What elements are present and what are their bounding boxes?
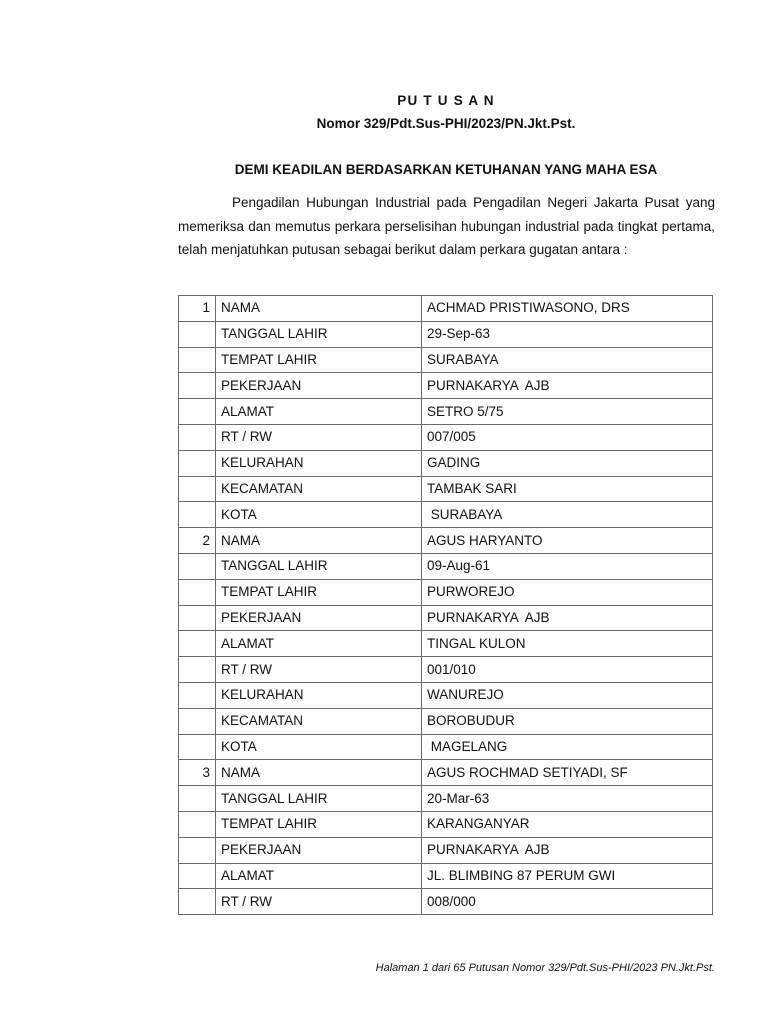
field-value-cell: 09-Aug-61 xyxy=(422,553,713,579)
table-row xyxy=(179,502,713,528)
field-value-cell: ACHMAD PRISTIWASONO, DRS xyxy=(422,296,713,322)
row-number-cell xyxy=(179,321,216,347)
table-row xyxy=(179,786,713,812)
table-row xyxy=(179,373,713,399)
row-number-cell xyxy=(179,553,216,579)
field-label-cell: TEMPAT LAHIR xyxy=(216,579,422,605)
field-label-cell: TEMPAT LAHIR xyxy=(216,347,422,373)
field-label-cell: PEKERJAAN xyxy=(216,373,422,399)
intro-paragraph xyxy=(178,191,715,262)
field-label-cell: TANGGAL LAHIR xyxy=(216,321,422,347)
field-label-cell: KECAMATAN xyxy=(216,476,422,502)
row-number-cell xyxy=(179,708,216,734)
field-value-cell: 29-Sep-63 xyxy=(422,321,713,347)
field-value-cell: AGUS HARYANTO xyxy=(422,528,713,554)
case-number: Nomor 329/Pdt.Sus-PHI/2023/PN.Jkt.Pst. xyxy=(316,116,576,131)
table-row xyxy=(179,399,713,425)
field-value-cell: KARANGANYAR xyxy=(422,811,713,837)
field-value-cell: PURNAKARYA AJB xyxy=(422,837,713,863)
row-number-cell xyxy=(179,502,216,528)
field-value-cell: TINGAL KULON xyxy=(422,631,713,657)
field-label-cell: PEKERJAAN xyxy=(216,605,422,631)
field-label-cell: KOTA xyxy=(216,734,422,760)
field-value-cell: WANUREJO xyxy=(422,682,713,708)
row-number-cell xyxy=(179,450,216,476)
field-label-cell: KELURAHAN xyxy=(216,682,422,708)
row-number-cell xyxy=(179,786,216,812)
table-row xyxy=(179,296,713,322)
table-row xyxy=(179,889,713,915)
row-number-cell xyxy=(179,579,216,605)
field-label-cell: PEKERJAAN xyxy=(216,837,422,863)
row-number-cell xyxy=(179,889,216,915)
parties-table-body xyxy=(179,296,713,915)
field-label-cell: NAMA xyxy=(216,528,422,554)
field-value-cell: TAMBAK SARI xyxy=(422,476,713,502)
parties-table xyxy=(178,295,713,915)
field-label-cell: KECAMATAN xyxy=(216,708,422,734)
field-label-cell: KELURAHAN xyxy=(216,450,422,476)
table-row xyxy=(179,450,713,476)
field-label-cell: KOTA xyxy=(216,502,422,528)
field-value-cell: PURNAKARYA AJB xyxy=(422,605,713,631)
field-label-cell: RT / RW xyxy=(216,424,422,450)
table-row xyxy=(179,476,713,502)
table-row xyxy=(179,424,713,450)
table-row xyxy=(179,863,713,889)
row-number-cell: 3 xyxy=(179,760,216,786)
field-value-cell: 20-Mar-63 xyxy=(422,786,713,812)
table-row xyxy=(179,708,713,734)
field-value-cell: SURABAYA xyxy=(422,347,713,373)
document-heading: DEMI KEADILAN BERDASARKAN KETUHANAN YANG MAHA ESA xyxy=(234,162,658,177)
field-label-cell: RT / RW xyxy=(216,657,422,683)
field-label-cell: ALAMAT xyxy=(216,863,422,889)
row-number-cell: 2 xyxy=(179,528,216,554)
field-value-cell: SURABAYA xyxy=(422,502,713,528)
field-value-cell: MAGELANG xyxy=(422,734,713,760)
page-footer: Halaman 1 dari 65 Putusan Nomor 329/Pdt.Sus-PHI/2023 PN.Jkt.Pst. xyxy=(375,962,715,974)
field-value-cell: AGUS ROCHMAD SETIYADI, SF xyxy=(422,760,713,786)
row-number-cell xyxy=(179,631,216,657)
row-number-cell xyxy=(179,837,216,863)
field-value-cell: PURNAKARYA AJB xyxy=(422,373,713,399)
table-row xyxy=(179,657,713,683)
row-number-cell xyxy=(179,347,216,373)
table-row xyxy=(179,811,713,837)
field-label-cell: TANGGAL LAHIR xyxy=(216,786,422,812)
document-title: PU T U S A N xyxy=(397,93,495,108)
row-number-cell xyxy=(179,863,216,889)
table-row xyxy=(179,734,713,760)
row-number-cell xyxy=(179,734,216,760)
field-value-cell: 007/005 xyxy=(422,424,713,450)
table-row xyxy=(179,553,713,579)
field-label-cell: NAMA xyxy=(216,296,422,322)
row-number-cell xyxy=(179,682,216,708)
row-number-cell xyxy=(179,373,216,399)
table-row xyxy=(179,579,713,605)
table-row xyxy=(179,528,713,554)
field-value-cell: PURWOREJO xyxy=(422,579,713,605)
table-row xyxy=(179,760,713,786)
row-number-cell xyxy=(179,399,216,425)
field-value-cell: BOROBUDUR xyxy=(422,708,713,734)
field-label-cell: ALAMAT xyxy=(216,399,422,425)
field-label-cell: ALAMAT xyxy=(216,631,422,657)
intro-paragraph-text: Pengadilan Hubungan Industrial pada Pengadilan Negeri Jakarta Pusat yang memeriksa dan memutus perkara perselisihan hubungan industrial pada tingkat pertama, telah menjatuhkan putusan sebagai berikut dalam perkara gugatan antara : xyxy=(178,195,715,258)
table-row xyxy=(179,631,713,657)
row-number-cell xyxy=(179,605,216,631)
table-row xyxy=(179,605,713,631)
field-label-cell: NAMA xyxy=(216,760,422,786)
table-row xyxy=(179,682,713,708)
table-row xyxy=(179,837,713,863)
field-value-cell: SETRO 5/75 xyxy=(422,399,713,425)
table-row xyxy=(179,321,713,347)
field-value-cell: 008/000 xyxy=(422,889,713,915)
row-number-cell xyxy=(179,657,216,683)
table-row xyxy=(179,347,713,373)
row-number-cell xyxy=(179,424,216,450)
row-number-cell xyxy=(179,811,216,837)
field-label-cell: TANGGAL LAHIR xyxy=(216,553,422,579)
field-label-cell: TEMPAT LAHIR xyxy=(216,811,422,837)
row-number-cell: 1 xyxy=(179,296,216,322)
field-value-cell: JL. BLIMBING 87 PERUM GWI xyxy=(422,863,713,889)
field-value-cell: 001/010 xyxy=(422,657,713,683)
row-number-cell xyxy=(179,476,216,502)
field-value-cell: GADING xyxy=(422,450,713,476)
field-label-cell: RT / RW xyxy=(216,889,422,915)
